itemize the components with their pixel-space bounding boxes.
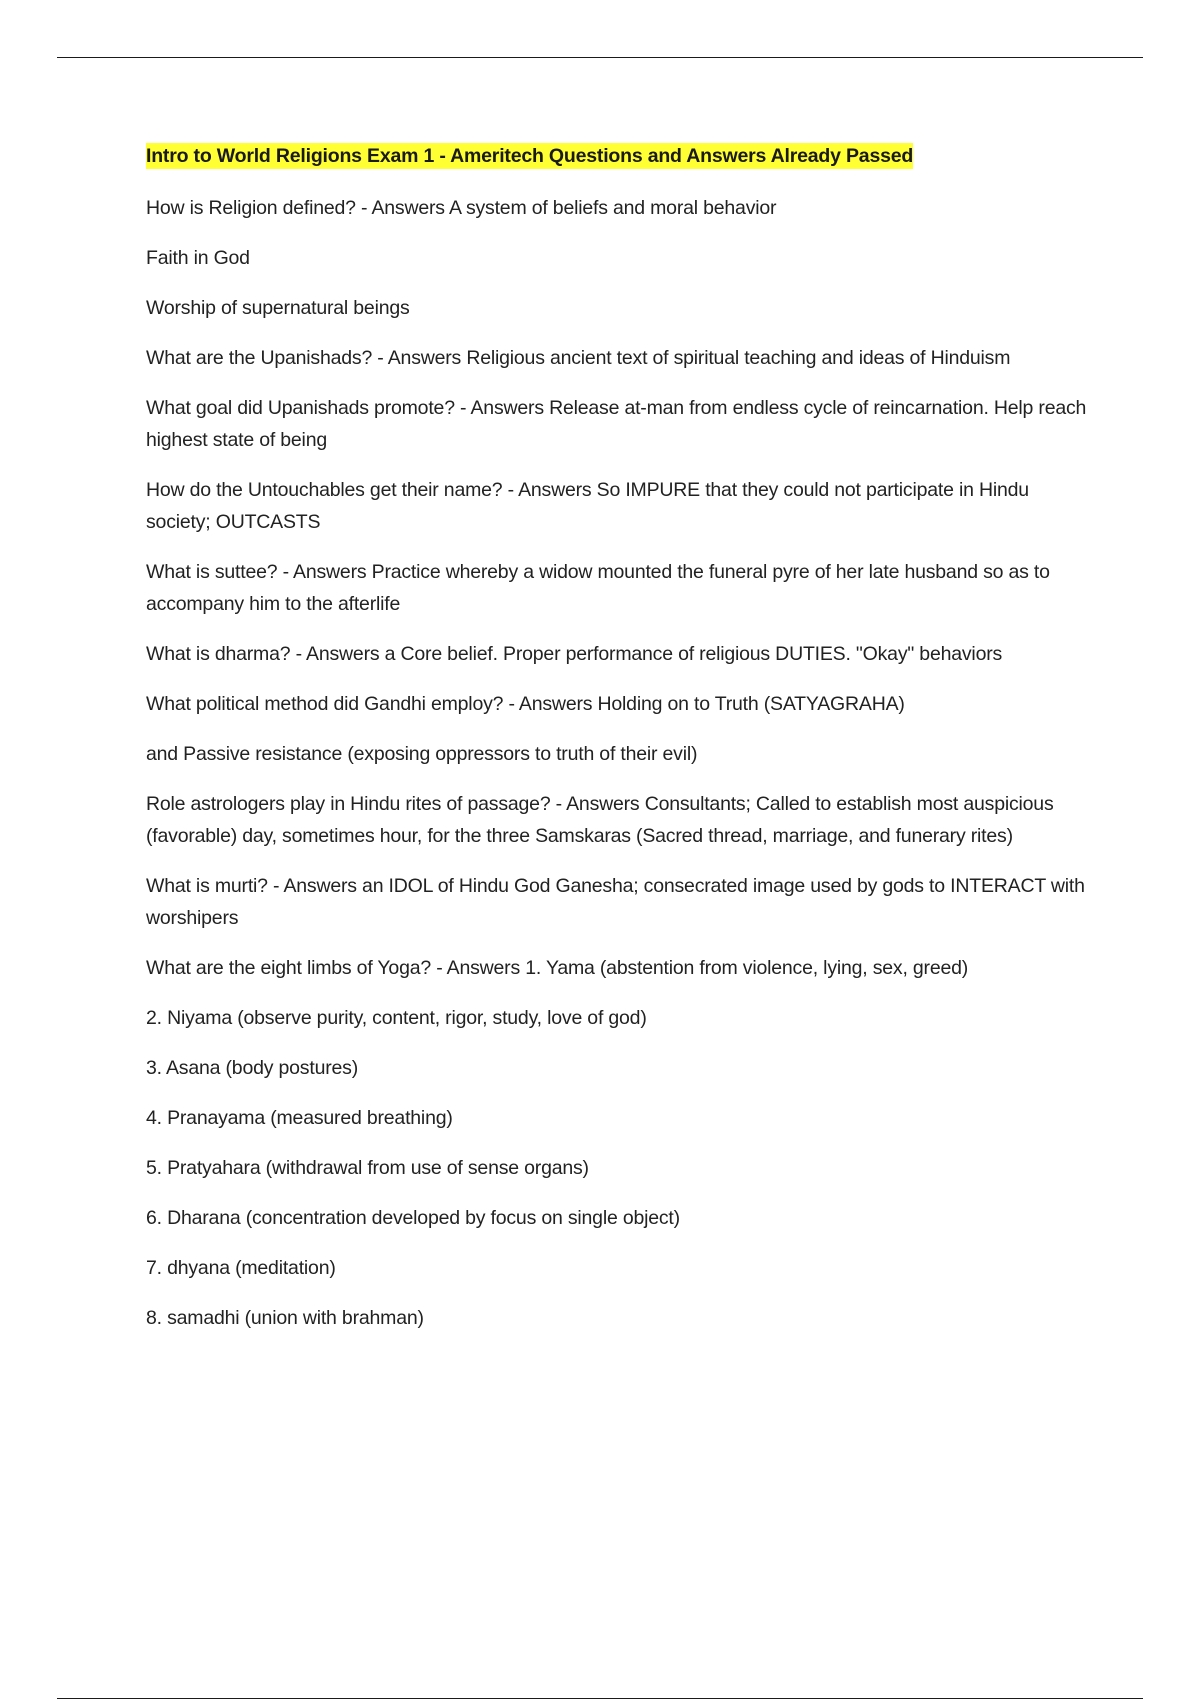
paragraph: 7. dhyana (meditation) — [146, 1257, 336, 1279]
paragraph: 6. Dharana (concentration developed by focus on single object) — [146, 1207, 680, 1229]
paragraph: What is suttee? - Answers Practice whereby a widow mounted the funeral pyre of her late husband so as to accompany him to the afterlife — [146, 561, 1050, 615]
paragraph: What is dharma? - Answers a Core belief. Proper performance of religious DUTIES. "Okay" behaviors — [146, 643, 1003, 665]
paragraph: 8. samadhi (union with brahman) — [146, 1307, 424, 1329]
document-title: Intro to World Religions Exam 1 - Ameritech Questions and Answers Already Passed — [146, 145, 914, 167]
document-body — [146, 143, 1096, 1352]
paragraph: Worship of supernatural beings — [146, 297, 410, 319]
paragraph: What are the Upanishads? - Answers Religious ancient text of spiritual teaching and ideas of Hinduism — [146, 347, 1011, 369]
paragraph: How do the Untouchables get their name? - Answers So IMPURE that they could not participate in Hindu society; OUTCASTS — [146, 479, 1029, 533]
paragraph-list — [146, 192, 1096, 1334]
paragraph: What goal did Upanishads promote? - Answers Release at-man from endless cycle of reincarnation. Help reach highest state of being — [146, 397, 1087, 451]
paragraph: 3. Asana (body postures) — [146, 1057, 358, 1079]
paragraph: Role astrologers play in Hindu rites of passage? - Answers Consultants; Called to establish most auspicious (favorable) day, sometimes hour, for the three Samskaras (Sacred thread, marriage, and funerary rites) — [146, 793, 1054, 847]
paragraph: What are the eight limbs of Yoga? - Answers 1. Yama (abstention from violence, lying, sex, greed) — [146, 957, 969, 979]
paragraph: What political method did Gandhi employ? - Answers Holding on to Truth (SATYAGRAHA) — [146, 693, 905, 715]
paragraph: 5. Pratyahara (withdrawal from use of sense organs) — [146, 1157, 589, 1179]
header-rule — [57, 57, 1143, 58]
paragraph: How is Religion defined? - Answers A system of beliefs and moral behavior — [146, 197, 777, 219]
footer-rule — [57, 1698, 1143, 1699]
paragraph: 2. Niyama (observe purity, content, rigor, study, love of god) — [146, 1007, 647, 1029]
paragraph: and Passive resistance (exposing oppressors to truth of their evil) — [146, 743, 698, 765]
paragraph: 4. Pranayama (measured breathing) — [146, 1107, 453, 1129]
paragraph: What is murti? - Answers an IDOL of Hindu God Ganesha; consecrated image used by gods to INTERACT with worshipers — [146, 875, 1085, 929]
paragraph: Faith in God — [146, 247, 250, 269]
